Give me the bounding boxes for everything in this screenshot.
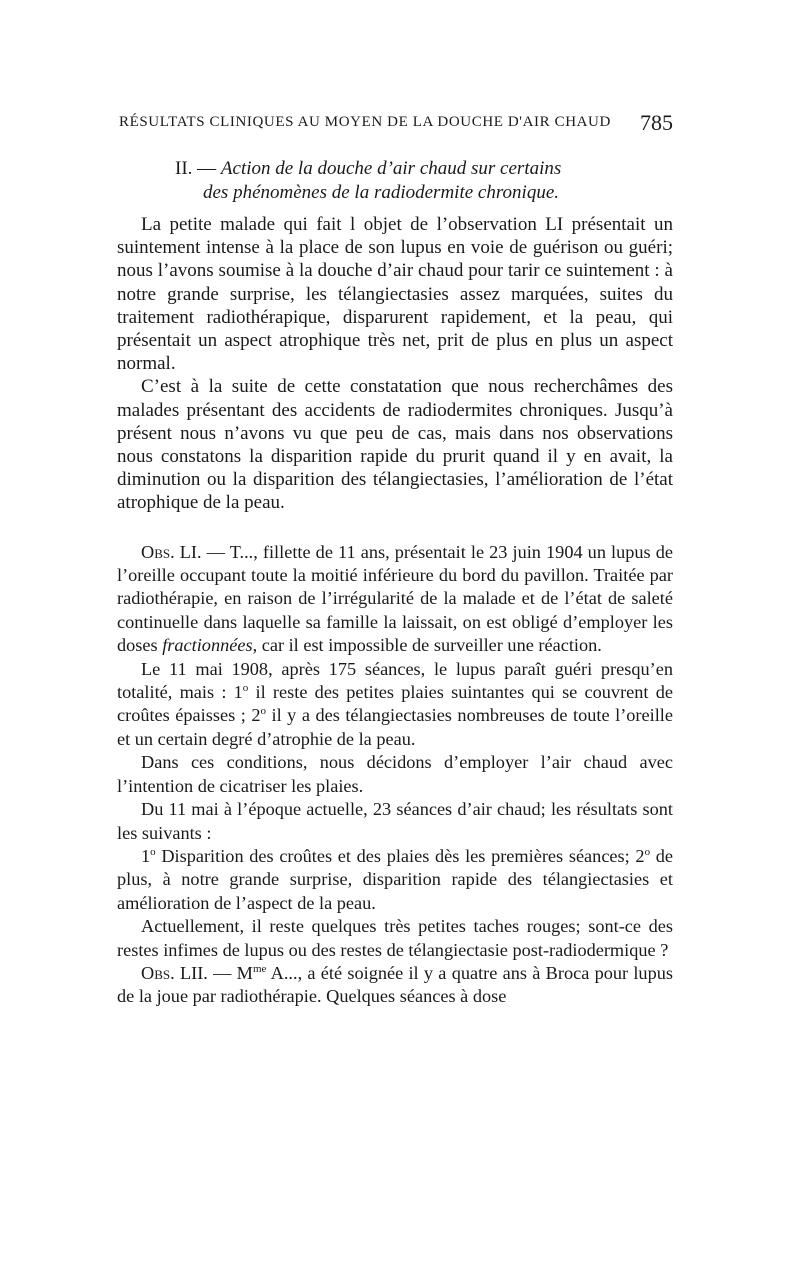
section-number: II. — [175,158,217,179]
ordinal-mark: o [260,705,266,718]
observation-51-paragraph-6: Actuellement, il reste quelques très petites taches rouges; sont-ce des restes infimes de lupus ou des restes de télangiectasie post-radiodermique ? [117,916,673,960]
running-head [117,106,673,136]
ordinal-mark: o [644,845,651,858]
observation-51 [117,541,673,962]
page-number: 785 [640,110,673,135]
observation-51-p2-a: Le 11 mai 1908, après 175 séances, le lupus paraît guéri presqu’en totalité, mais : 1 [117,658,673,703]
body-paragraph-1: La petite malade qui fait l objet de l’observation LI présentait un suintement intense à la place de son lupus en voie de guérison ou guéri; nous l’avons soumise à la douche d’air chaud pour tarir ce suintement : à notre grande surprise, les télangiectasies assez marquées, suites du traitement radiothérapique, disparurent rapidement, et la peau, qui présentait un aspect atrophique très net, prit de plus en plus un aspect normal. [117,214,673,375]
book-page [117,106,673,1009]
section-title-line-2: des phénomènes de la radiodermite chronique. [203,182,559,203]
observation-51-paragraph-4: Du 11 mai à l’époque actuelle, 23 séances d’air chaud; les résultats sont les suivants : [117,799,673,843]
body-paragraph-2: C’est à la suite de cette constatation que nous recherchâmes des malades présentant des accidents de radiodermites chroniques. Jusqu’à présent nous n’avons vu que peu de cas, mais dans nos observations nous constatons la disparition rapide du prurit quand il y en avait, la diminution ou la disparition des télangiectasies, l’amélioration de l’état atrophique de la peau. [117,376,673,514]
observation-51-italic: fractionnées [162,635,253,656]
observation-51-paragraph-3: Dans ces conditions, nous décidons d’employer l’air chaud avec l’intention de cicatriser les plaies. [117,752,673,796]
observation-51-p5-a: 1 [141,845,151,866]
observation-51-heading: Obs. LI. [141,541,202,562]
observation-52-heading: Obs. LII. [141,962,208,983]
ordinal-mark: o [242,682,249,695]
section-title-line-1: Action de la douche d’air chaud sur certains [220,158,562,179]
observation-51-text-a: — T..., fillette de 11 ans, présentait le 23 juin 1904 un lupus de l’oreille occupant toute la moitié inférieure du bord du pavillon. Traitée par radiothérapie, en raison de l’irrégularité de la malade et de l’état de saleté continuelle dans laquelle sa famille la laissait, on est obligé d’employer les doses [117,541,673,656]
running-head-title: RÉSULTATS CLINIQUES AU MOYEN DE LA DOUCHE D'AIR CHAUD [119,114,611,130]
observation-52-text-a: — M [207,962,253,983]
observation-51-paragraph-2 [117,658,673,752]
section-heading [117,157,673,205]
ordinal-mark: o [150,845,156,858]
observation-51-p2-b: il reste des petites plaies suintantes qui se couvrent de croûtes épaisses ; 2 [117,682,673,726]
observation-51-p5-b: Disparition des croûtes et des plaies dès les premières séances; 2 [155,845,645,866]
observation-51-p5-c: de plus, à notre grande surprise, disparition rapide des télangiectasies et amélioration de l’aspect de la peau. [117,845,673,913]
observation-51-text-b: , car il est impossible de surveiller une réaction. [252,635,602,656]
observation-52-superscript: me [252,962,267,975]
observation-52-text-b: A..., a été soignée il y a quatre ans à Broca pour lupus de la joue par radiothérapie. Quelques séances à dose [117,962,673,1007]
observation-51-p2-c: il y a des télangiectasies nombreuses de toute l’oreille et un certain degré d’atrophie de la peau. [117,705,673,749]
observation-51-paragraph-1 [117,541,673,658]
observation-51-paragraph-5 [117,845,673,915]
observation-52-paragraph-1 [117,962,673,1009]
